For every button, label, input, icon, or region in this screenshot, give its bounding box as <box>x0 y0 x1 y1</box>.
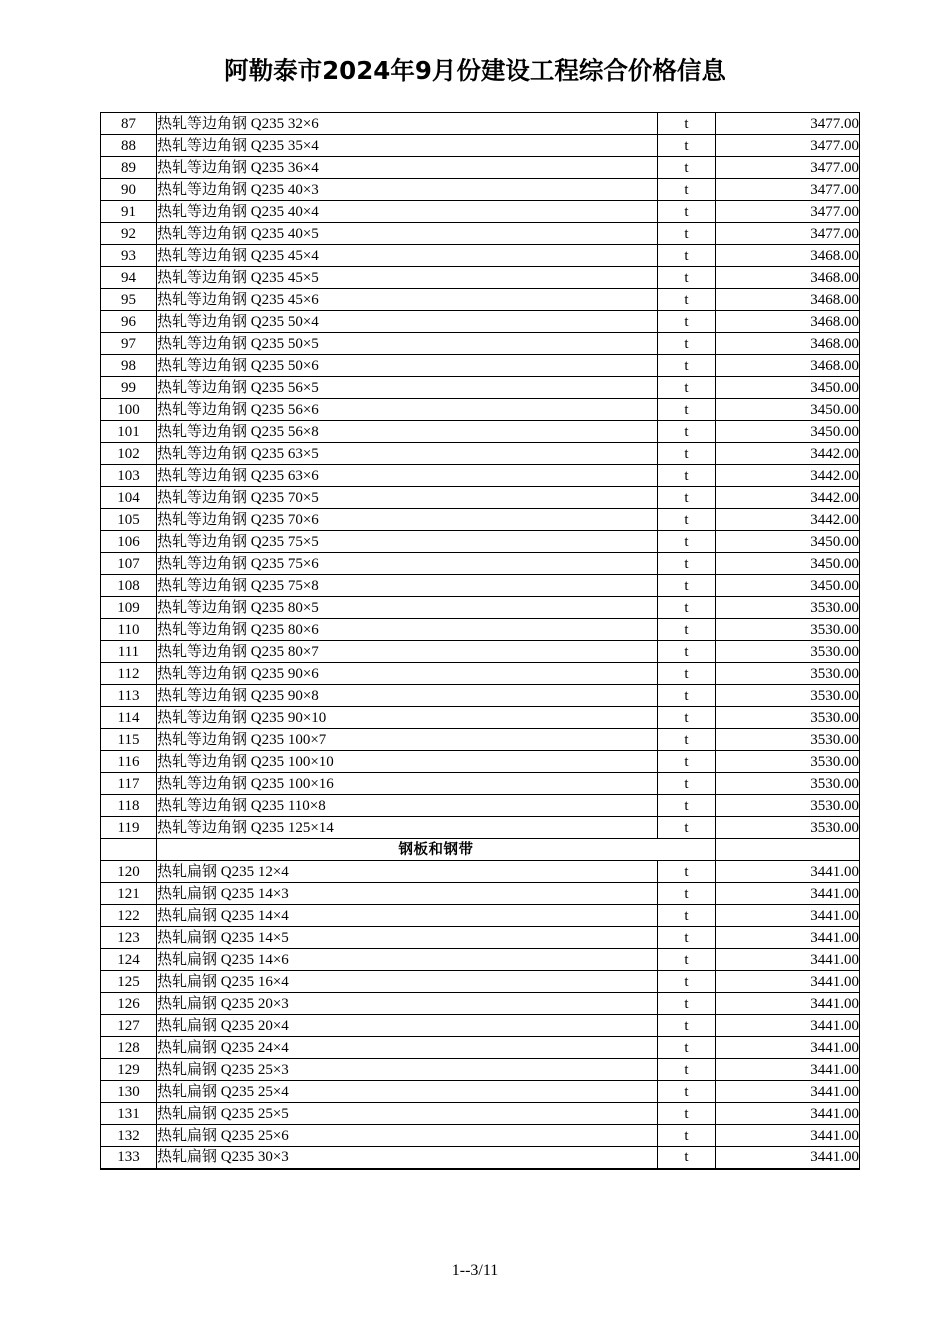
table-row <box>101 1059 860 1081</box>
row-unit-cell: t <box>658 509 716 531</box>
row-id-cell: 128 <box>101 1037 157 1059</box>
row-unit-cell: t <box>658 773 716 795</box>
row-price-cell: 3450.00 <box>716 421 860 443</box>
table-row <box>101 751 860 773</box>
row-price-cell: 3441.00 <box>716 1147 860 1169</box>
row-price-cell: 3468.00 <box>716 311 860 333</box>
table-row <box>101 157 860 179</box>
row-price-cell: 3442.00 <box>716 487 860 509</box>
row-price-cell: 3530.00 <box>716 641 860 663</box>
row-id-cell: 119 <box>101 817 157 839</box>
row-name-cell: 热轧等边角钢 Q235 70×6 <box>157 509 658 531</box>
table-row <box>101 421 860 443</box>
row-unit-cell: t <box>658 927 716 949</box>
table-row <box>101 553 860 575</box>
price-table-container <box>100 112 859 1170</box>
row-name-cell: 热轧扁钢 Q235 14×4 <box>157 905 658 927</box>
row-price-cell: 3441.00 <box>716 1059 860 1081</box>
table-row <box>101 333 860 355</box>
row-id-cell: 92 <box>101 223 157 245</box>
row-id-cell: 125 <box>101 971 157 993</box>
row-id-cell: 115 <box>101 729 157 751</box>
row-name-cell: 热轧扁钢 Q235 14×6 <box>157 949 658 971</box>
table-row <box>101 399 860 421</box>
table-row <box>101 135 860 157</box>
row-id-cell: 90 <box>101 179 157 201</box>
row-id-cell: 98 <box>101 355 157 377</box>
row-name-cell: 热轧等边角钢 Q235 90×8 <box>157 685 658 707</box>
row-unit-cell: t <box>658 113 716 135</box>
row-name-cell: 热轧等边角钢 Q235 50×4 <box>157 311 658 333</box>
table-row <box>101 223 860 245</box>
table-row <box>101 377 860 399</box>
row-price-cell: 3477.00 <box>716 113 860 135</box>
row-id-cell: 106 <box>101 531 157 553</box>
table-row <box>101 927 860 949</box>
row-name-cell: 热轧扁钢 Q235 25×4 <box>157 1081 658 1103</box>
row-name-cell: 热轧等边角钢 Q235 110×8 <box>157 795 658 817</box>
table-row <box>101 707 860 729</box>
row-price-cell: 3441.00 <box>716 971 860 993</box>
table-row <box>101 905 860 927</box>
row-id-cell: 117 <box>101 773 157 795</box>
row-price-cell: 3441.00 <box>716 949 860 971</box>
row-unit-cell: t <box>658 707 716 729</box>
table-row <box>101 795 860 817</box>
price-table <box>100 112 860 1170</box>
row-id-cell: 107 <box>101 553 157 575</box>
row-price-cell: 3441.00 <box>716 861 860 883</box>
row-id-cell: 102 <box>101 443 157 465</box>
row-price-cell: 3441.00 <box>716 883 860 905</box>
row-unit-cell: t <box>658 1015 716 1037</box>
row-id-cell: 95 <box>101 289 157 311</box>
row-price-cell: 3441.00 <box>716 1125 860 1147</box>
table-row <box>101 465 860 487</box>
row-id-cell: 133 <box>101 1147 157 1169</box>
row-id-cell: 121 <box>101 883 157 905</box>
row-name-cell: 热轧等边角钢 Q235 40×3 <box>157 179 658 201</box>
row-id-cell: 129 <box>101 1059 157 1081</box>
row-name-cell: 热轧等边角钢 Q235 80×5 <box>157 597 658 619</box>
row-unit-cell: t <box>658 157 716 179</box>
row-unit-cell: t <box>658 267 716 289</box>
table-row <box>101 1125 860 1147</box>
row-price-cell <box>716 839 860 861</box>
row-price-cell: 3468.00 <box>716 267 860 289</box>
row-unit-cell: t <box>658 377 716 399</box>
row-unit-cell: t <box>658 487 716 509</box>
row-unit-cell: t <box>658 135 716 157</box>
table-row <box>101 1015 860 1037</box>
row-price-cell: 3477.00 <box>716 135 860 157</box>
row-name-cell: 热轧等边角钢 Q235 75×6 <box>157 553 658 575</box>
row-price-cell: 3442.00 <box>716 443 860 465</box>
row-name-cell: 热轧扁钢 Q235 20×4 <box>157 1015 658 1037</box>
table-row <box>101 201 860 223</box>
row-unit-cell: t <box>658 223 716 245</box>
table-row <box>101 575 860 597</box>
row-price-cell: 3450.00 <box>716 553 860 575</box>
row-name-cell: 热轧扁钢 Q235 20×3 <box>157 993 658 1015</box>
table-row <box>101 641 860 663</box>
row-name-cell: 热轧等边角钢 Q235 50×6 <box>157 355 658 377</box>
row-unit-cell: t <box>658 949 716 971</box>
row-name-cell: 热轧等边角钢 Q235 90×10 <box>157 707 658 729</box>
row-price-cell: 3450.00 <box>716 531 860 553</box>
row-name-cell: 热轧等边角钢 Q235 45×5 <box>157 267 658 289</box>
table-row <box>101 949 860 971</box>
row-price-cell: 3530.00 <box>716 751 860 773</box>
section-header-cell: 钢板和钢带 <box>157 839 716 861</box>
row-name-cell: 热轧等边角钢 Q235 100×16 <box>157 773 658 795</box>
row-unit-cell: t <box>658 179 716 201</box>
row-id-cell: 93 <box>101 245 157 267</box>
table-row <box>101 839 860 861</box>
row-id-cell: 127 <box>101 1015 157 1037</box>
row-unit-cell: t <box>658 333 716 355</box>
row-id-cell: 88 <box>101 135 157 157</box>
row-id-cell: 97 <box>101 333 157 355</box>
row-id-cell: 123 <box>101 927 157 949</box>
row-price-cell: 3477.00 <box>716 201 860 223</box>
table-row <box>101 311 860 333</box>
row-id-cell: 130 <box>101 1081 157 1103</box>
row-price-cell: 3530.00 <box>716 597 860 619</box>
row-name-cell: 热轧等边角钢 Q235 63×5 <box>157 443 658 465</box>
row-unit-cell: t <box>658 795 716 817</box>
row-name-cell: 热轧扁钢 Q235 14×3 <box>157 883 658 905</box>
row-unit-cell: t <box>658 729 716 751</box>
row-unit-cell: t <box>658 685 716 707</box>
table-row <box>101 487 860 509</box>
row-unit-cell: t <box>658 399 716 421</box>
table-row <box>101 597 860 619</box>
table-row <box>101 971 860 993</box>
row-id-cell: 94 <box>101 267 157 289</box>
row-name-cell: 热轧等边角钢 Q235 50×5 <box>157 333 658 355</box>
row-name-cell: 热轧等边角钢 Q235 70×5 <box>157 487 658 509</box>
row-id-cell: 91 <box>101 201 157 223</box>
table-row <box>101 619 860 641</box>
row-unit-cell: t <box>658 817 716 839</box>
table-row <box>101 179 860 201</box>
row-unit-cell: t <box>658 641 716 663</box>
row-name-cell: 热轧等边角钢 Q235 100×7 <box>157 729 658 751</box>
row-id-cell: 120 <box>101 861 157 883</box>
row-name-cell: 热轧等边角钢 Q235 75×5 <box>157 531 658 553</box>
row-unit-cell: t <box>658 1081 716 1103</box>
row-price-cell: 3442.00 <box>716 509 860 531</box>
row-price-cell: 3450.00 <box>716 377 860 399</box>
row-id-cell: 124 <box>101 949 157 971</box>
table-row <box>101 267 860 289</box>
row-unit-cell: t <box>658 531 716 553</box>
row-name-cell: 热轧等边角钢 Q235 56×8 <box>157 421 658 443</box>
row-price-cell: 3468.00 <box>716 289 860 311</box>
row-name-cell: 热轧等边角钢 Q235 40×4 <box>157 201 658 223</box>
row-unit-cell: t <box>658 905 716 927</box>
row-price-cell: 3468.00 <box>716 355 860 377</box>
row-id-cell: 108 <box>101 575 157 597</box>
table-row <box>101 773 860 795</box>
row-id-cell: 100 <box>101 399 157 421</box>
table-row <box>101 245 860 267</box>
row-name-cell: 热轧扁钢 Q235 12×4 <box>157 861 658 883</box>
table-row <box>101 817 860 839</box>
row-unit-cell: t <box>658 245 716 267</box>
table-row <box>101 1147 860 1169</box>
page-footer: 1--3/11 <box>451 1262 499 1279</box>
row-name-cell: 热轧等边角钢 Q235 125×14 <box>157 817 658 839</box>
row-unit-cell: t <box>658 751 716 773</box>
row-unit-cell: t <box>658 861 716 883</box>
row-name-cell: 热轧扁钢 Q235 25×5 <box>157 1103 658 1125</box>
row-name-cell: 热轧等边角钢 Q235 36×4 <box>157 157 658 179</box>
row-name-cell: 热轧等边角钢 Q235 75×8 <box>157 575 658 597</box>
row-name-cell: 热轧等边角钢 Q235 32×6 <box>157 113 658 135</box>
page-title: 阿勒泰市2024年9月份建设工程综合价格信息 <box>224 56 726 85</box>
row-id-cell: 112 <box>101 663 157 685</box>
row-id-cell: 101 <box>101 421 157 443</box>
row-id-cell: 87 <box>101 113 157 135</box>
row-id-cell: 114 <box>101 707 157 729</box>
row-price-cell: 3530.00 <box>716 619 860 641</box>
price-table-body <box>101 113 860 1169</box>
row-id-cell: 110 <box>101 619 157 641</box>
row-unit-cell: t <box>658 597 716 619</box>
row-id-cell: 126 <box>101 993 157 1015</box>
row-name-cell: 热轧等边角钢 Q235 80×6 <box>157 619 658 641</box>
row-unit-cell: t <box>658 355 716 377</box>
table-row <box>101 1081 860 1103</box>
row-id-cell: 111 <box>101 641 157 663</box>
row-name-cell: 热轧扁钢 Q235 24×4 <box>157 1037 658 1059</box>
row-unit-cell: t <box>658 1125 716 1147</box>
row-price-cell: 3530.00 <box>716 795 860 817</box>
row-id-cell: 99 <box>101 377 157 399</box>
row-unit-cell: t <box>658 201 716 223</box>
row-name-cell: 热轧等边角钢 Q235 56×6 <box>157 399 658 421</box>
row-unit-cell: t <box>658 443 716 465</box>
row-price-cell: 3530.00 <box>716 663 860 685</box>
row-name-cell: 热轧等边角钢 Q235 45×6 <box>157 289 658 311</box>
row-name-cell: 热轧等边角钢 Q235 80×7 <box>157 641 658 663</box>
table-row <box>101 685 860 707</box>
table-row <box>101 861 860 883</box>
row-unit-cell: t <box>658 883 716 905</box>
row-name-cell: 热轧扁钢 Q235 25×6 <box>157 1125 658 1147</box>
row-price-cell: 3477.00 <box>716 179 860 201</box>
table-row <box>101 883 860 905</box>
table-row <box>101 729 860 751</box>
row-id-cell: 105 <box>101 509 157 531</box>
table-row <box>101 1037 860 1059</box>
row-price-cell: 3530.00 <box>716 817 860 839</box>
row-price-cell: 3441.00 <box>716 1081 860 1103</box>
row-id-cell: 89 <box>101 157 157 179</box>
row-name-cell: 热轧等边角钢 Q235 63×6 <box>157 465 658 487</box>
row-name-cell: 热轧扁钢 Q235 25×3 <box>157 1059 658 1081</box>
row-id-cell: 96 <box>101 311 157 333</box>
row-unit-cell: t <box>658 1103 716 1125</box>
row-price-cell: 3441.00 <box>716 993 860 1015</box>
row-price-cell: 3441.00 <box>716 1037 860 1059</box>
row-price-cell: 3441.00 <box>716 927 860 949</box>
row-price-cell: 3441.00 <box>716 1103 860 1125</box>
table-row <box>101 993 860 1015</box>
row-id-cell <box>101 839 157 861</box>
row-unit-cell: t <box>658 663 716 685</box>
row-price-cell: 3530.00 <box>716 685 860 707</box>
row-unit-cell: t <box>658 553 716 575</box>
row-name-cell: 热轧等边角钢 Q235 40×5 <box>157 223 658 245</box>
row-unit-cell: t <box>658 465 716 487</box>
row-unit-cell: t <box>658 1037 716 1059</box>
row-unit-cell: t <box>658 1059 716 1081</box>
row-id-cell: 132 <box>101 1125 157 1147</box>
row-name-cell: 热轧扁钢 Q235 30×3 <box>157 1147 658 1169</box>
row-name-cell: 热轧等边角钢 Q235 35×4 <box>157 135 658 157</box>
row-name-cell: 热轧扁钢 Q235 14×5 <box>157 927 658 949</box>
row-price-cell: 3441.00 <box>716 1015 860 1037</box>
row-unit-cell: t <box>658 311 716 333</box>
table-row <box>101 663 860 685</box>
row-name-cell: 热轧等边角钢 Q235 90×6 <box>157 663 658 685</box>
row-name-cell: 热轧等边角钢 Q235 100×10 <box>157 751 658 773</box>
row-unit-cell: t <box>658 289 716 311</box>
table-row <box>101 355 860 377</box>
row-price-cell: 3530.00 <box>716 707 860 729</box>
row-name-cell: 热轧扁钢 Q235 16×4 <box>157 971 658 993</box>
row-price-cell: 3468.00 <box>716 333 860 355</box>
row-id-cell: 104 <box>101 487 157 509</box>
row-price-cell: 3477.00 <box>716 223 860 245</box>
row-price-cell: 3530.00 <box>716 773 860 795</box>
row-unit-cell: t <box>658 619 716 641</box>
table-row <box>101 531 860 553</box>
row-id-cell: 103 <box>101 465 157 487</box>
row-price-cell: 3441.00 <box>716 905 860 927</box>
row-id-cell: 113 <box>101 685 157 707</box>
row-price-cell: 3468.00 <box>716 245 860 267</box>
row-id-cell: 118 <box>101 795 157 817</box>
row-unit-cell: t <box>658 575 716 597</box>
row-id-cell: 122 <box>101 905 157 927</box>
row-price-cell: 3477.00 <box>716 157 860 179</box>
row-price-cell: 3450.00 <box>716 399 860 421</box>
table-row <box>101 443 860 465</box>
table-row <box>101 113 860 135</box>
row-id-cell: 116 <box>101 751 157 773</box>
row-price-cell: 3450.00 <box>716 575 860 597</box>
row-name-cell: 热轧等边角钢 Q235 45×4 <box>157 245 658 267</box>
row-unit-cell: t <box>658 971 716 993</box>
row-unit-cell: t <box>658 993 716 1015</box>
table-row <box>101 289 860 311</box>
table-row <box>101 1103 860 1125</box>
row-id-cell: 109 <box>101 597 157 619</box>
table-row <box>101 509 860 531</box>
row-price-cell: 3530.00 <box>716 729 860 751</box>
row-unit-cell: t <box>658 421 716 443</box>
row-name-cell: 热轧等边角钢 Q235 56×5 <box>157 377 658 399</box>
row-unit-cell: t <box>658 1147 716 1169</box>
row-price-cell: 3442.00 <box>716 465 860 487</box>
row-id-cell: 131 <box>101 1103 157 1125</box>
